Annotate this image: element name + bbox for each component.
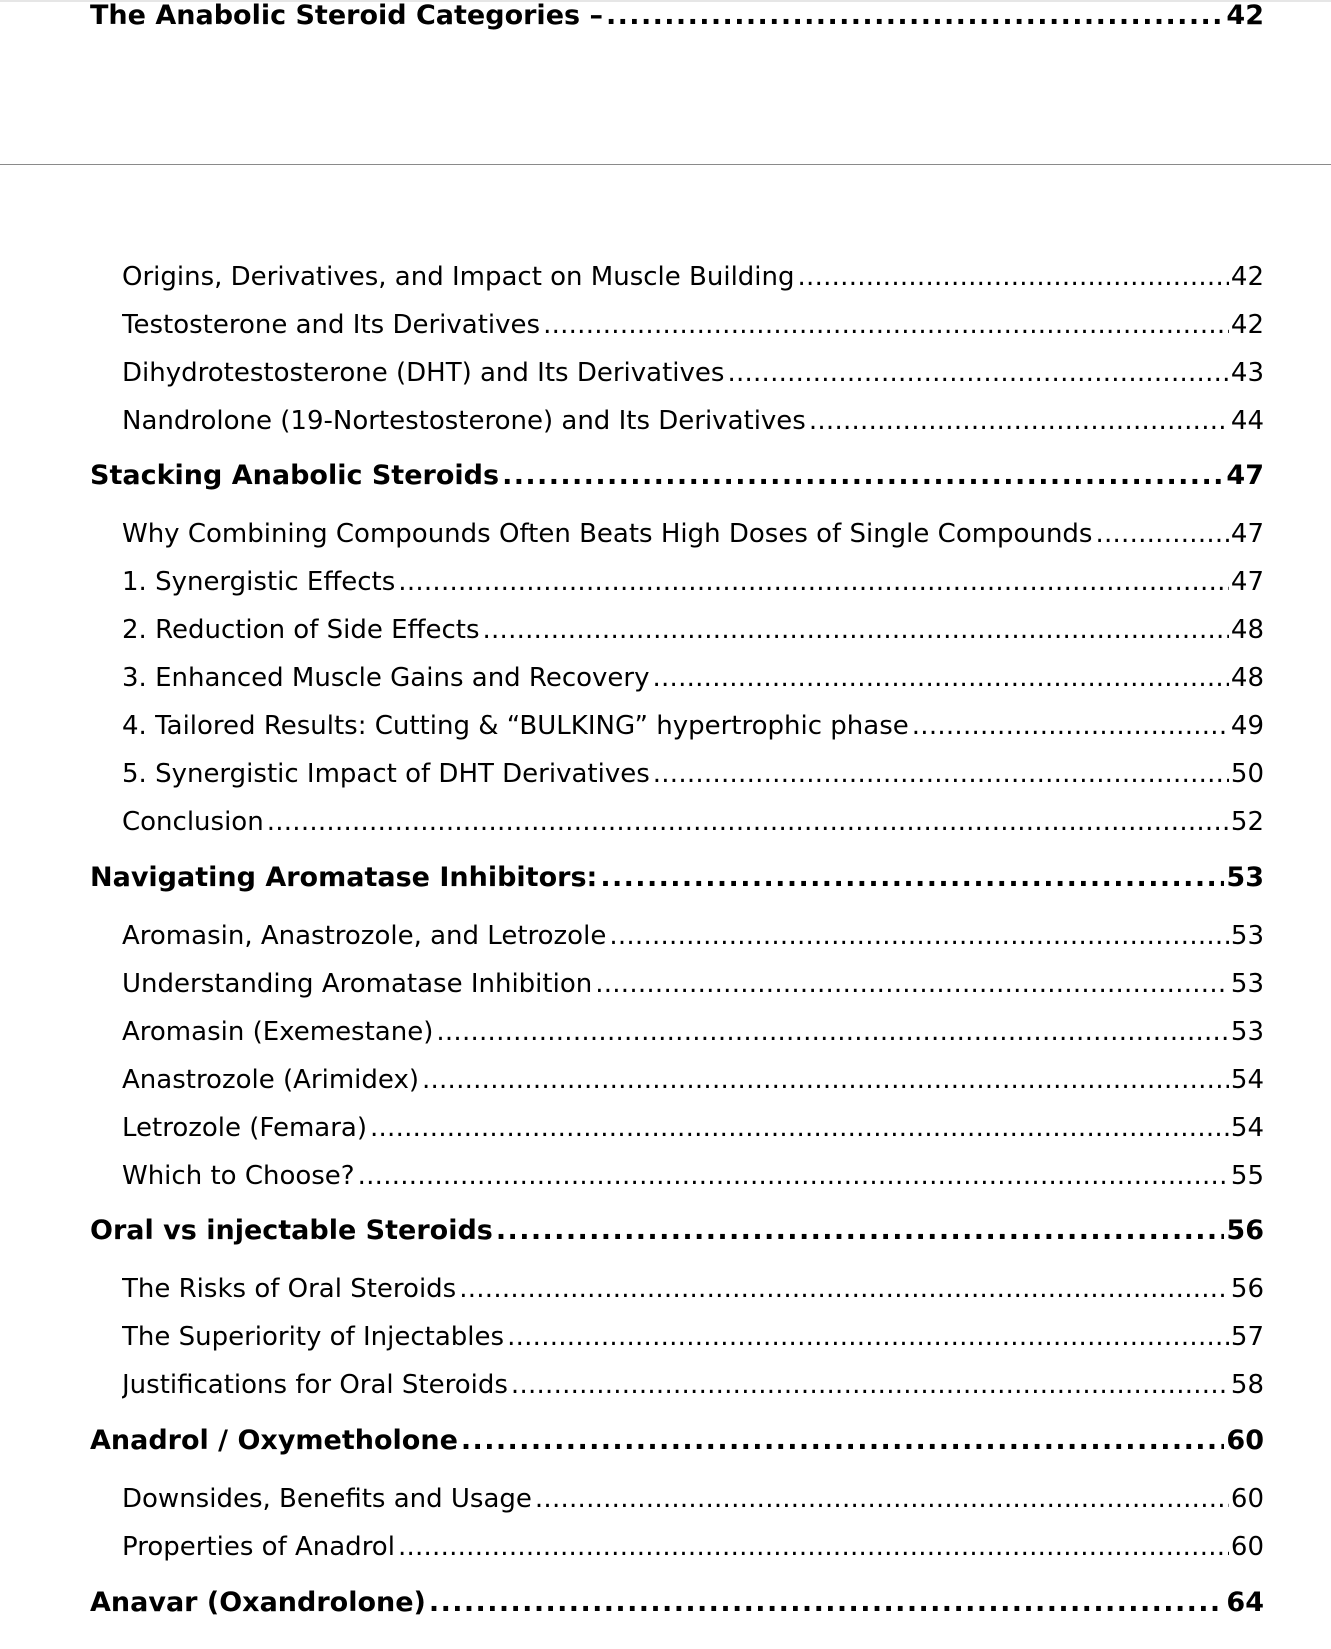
toc-entry[interactable] (122, 969, 1264, 999)
dot-leader (422, 1065, 1229, 1095)
toc-entry[interactable] (122, 711, 1264, 741)
toc-entry[interactable] (122, 310, 1264, 340)
dot-leader (600, 862, 1224, 893)
toc-entry[interactable] (122, 519, 1264, 549)
toc-entry[interactable] (122, 406, 1264, 436)
toc-entry-label: 3. Enhanced Muscle Gains and Recovery (122, 663, 650, 693)
toc-entry-page: 60 (1230, 1484, 1264, 1514)
toc-entry-label: Origins, Derivatives, and Impact on Muscle Building (122, 262, 795, 292)
toc-entry[interactable] (122, 1065, 1264, 1095)
dot-leader (653, 663, 1229, 693)
dot-leader (436, 1017, 1229, 1047)
toc-section-label: Navigating Aromatase Inhibitors: (90, 862, 598, 893)
dot-leader (483, 615, 1229, 645)
dot-leader (459, 1274, 1229, 1304)
toc-entry[interactable] (122, 921, 1264, 951)
toc-entry-page: 42 (1226, 0, 1264, 31)
dot-leader (535, 1484, 1229, 1514)
dot-leader (496, 1215, 1225, 1246)
dot-leader (429, 1587, 1225, 1618)
toc-entry-label: Testosterone and Its Derivatives (122, 310, 541, 340)
toc-entry-page: 47 (1230, 567, 1264, 597)
dot-leader (1095, 519, 1228, 549)
toc-entry-page: 47 (1230, 519, 1264, 549)
toc-entry-page: 50 (1230, 759, 1264, 789)
toc-entry[interactable] (122, 1484, 1264, 1514)
dot-leader (267, 807, 1229, 837)
dot-leader (511, 1370, 1229, 1400)
toc-section-label: Anavar (Oxandrolone) (90, 1587, 426, 1618)
toc-entry[interactable] (122, 1532, 1264, 1562)
toc-entry-label: Aromasin, Anastrozole, and Letrozole (122, 921, 607, 951)
toc-entry-label: Anastrozole (Arimidex) (122, 1065, 419, 1095)
dot-leader (809, 406, 1229, 436)
toc-entry[interactable] (122, 615, 1264, 645)
toc-section-label: Stacking Anabolic Steroids (90, 460, 500, 491)
toc-entry-label: 1. Synergistic Effects (122, 567, 396, 597)
toc-section-page: 56 (1226, 1215, 1264, 1246)
toc-entry-label: Understanding Aromatase Inhibition (122, 969, 593, 999)
dot-leader (606, 0, 1224, 31)
dot-leader (727, 358, 1228, 388)
toc-entry-label: Nandrolone (19-Nortestosterone) and Its Derivatives (122, 406, 806, 436)
toc-entry-page: 58 (1230, 1370, 1264, 1400)
toc-entry-page: 56 (1230, 1274, 1264, 1304)
dot-leader (502, 460, 1224, 491)
toc-entry[interactable] (122, 1274, 1264, 1304)
toc-entry-page: 53 (1230, 969, 1264, 999)
toc-section-page: 60 (1226, 1425, 1264, 1456)
toc-entry-label: Conclusion (122, 807, 264, 837)
previous-page-fragment (0, 0, 1331, 165)
toc-entry-page: 49 (1230, 711, 1264, 741)
toc-entry[interactable] (122, 1113, 1264, 1143)
toc-section[interactable] (90, 1425, 1264, 1456)
dot-leader (358, 1161, 1229, 1191)
dot-leader (370, 1113, 1229, 1143)
dot-leader (398, 567, 1229, 597)
toc-entry-label: Downsides, Benefits and Usage (122, 1484, 532, 1514)
dot-leader (912, 711, 1229, 741)
toc-entry-label: The Superiority of Injectables (122, 1322, 505, 1352)
toc-entry-top[interactable] (90, 0, 1264, 31)
toc-entry-label: The Risks of Oral Steroids (122, 1274, 457, 1304)
toc-section[interactable] (90, 1215, 1264, 1246)
toc-entry-page: 57 (1230, 1322, 1264, 1352)
toc-entry-label: 2. Reduction of Side Effects (122, 615, 480, 645)
toc-entry-label: Justifications for Oral Steroids (122, 1370, 508, 1400)
toc-entry-page: 55 (1230, 1161, 1264, 1191)
toc-entry[interactable] (122, 1017, 1264, 1047)
toc-section-label: Anadrol / Oxymetholone (90, 1425, 458, 1456)
toc-entry[interactable] (122, 663, 1264, 693)
toc-entry-page: 44 (1230, 406, 1264, 436)
toc-entry-page: 54 (1230, 1065, 1264, 1095)
dot-leader (798, 262, 1229, 292)
toc-entry-page: 42 (1230, 310, 1264, 340)
toc-entry-page: 52 (1230, 807, 1264, 837)
toc-entry-label: The Anabolic Steroid Categories – (90, 0, 603, 31)
toc-entry-label: Why Combining Compounds Often Beats High Doses of Single Compounds (122, 519, 1093, 549)
dot-leader (398, 1532, 1229, 1562)
toc-entry[interactable] (122, 567, 1264, 597)
toc-section[interactable] (90, 862, 1264, 893)
toc-entry[interactable] (122, 1370, 1264, 1400)
toc-entry-page: 48 (1230, 663, 1264, 693)
toc-entry[interactable] (122, 807, 1264, 837)
toc-entry[interactable] (122, 1161, 1264, 1191)
toc-entry-label: 5. Synergistic Impact of DHT Derivatives (122, 759, 650, 789)
toc-entry-page: 43 (1230, 358, 1264, 388)
toc-section-label: Oral vs injectable Steroids (90, 1215, 493, 1246)
toc-entry-label: Letrozole (Femara) (122, 1113, 367, 1143)
dot-leader (461, 1425, 1225, 1456)
toc-entry-page: 53 (1230, 1017, 1264, 1047)
toc-entry-label: Aromasin (Exemestane) (122, 1017, 434, 1047)
dot-leader (609, 921, 1229, 951)
dot-leader (543, 310, 1229, 340)
dot-leader (595, 969, 1229, 999)
toc-entry-label: 4. Tailored Results: Cutting & “BULKING” hypertrophic phase (122, 711, 909, 741)
dot-leader (507, 1322, 1229, 1352)
toc-entry-label: Which to Choose? (122, 1161, 355, 1191)
toc-section-page: 64 (1226, 1587, 1264, 1618)
toc-entry-page: 60 (1230, 1532, 1264, 1562)
toc-entry[interactable] (122, 358, 1264, 388)
toc-entry-label: Dihydrotestosterone (DHT) and Its Derivatives (122, 358, 725, 388)
toc-entry-page: 54 (1230, 1113, 1264, 1143)
toc-section-page: 53 (1226, 862, 1264, 893)
toc-entry[interactable] (122, 759, 1264, 789)
toc-entry-page: 53 (1230, 921, 1264, 951)
toc-entry-label: Properties of Anadrol (122, 1532, 395, 1562)
toc-section[interactable] (90, 1587, 1264, 1618)
toc-entry[interactable] (122, 1322, 1264, 1352)
dot-leader (653, 759, 1229, 789)
toc-entry[interactable] (122, 262, 1264, 292)
toc-section[interactable] (90, 460, 1264, 491)
toc-entry-page: 42 (1230, 262, 1264, 292)
toc-entry-page: 48 (1230, 615, 1264, 645)
toc-section-page: 47 (1226, 460, 1264, 491)
